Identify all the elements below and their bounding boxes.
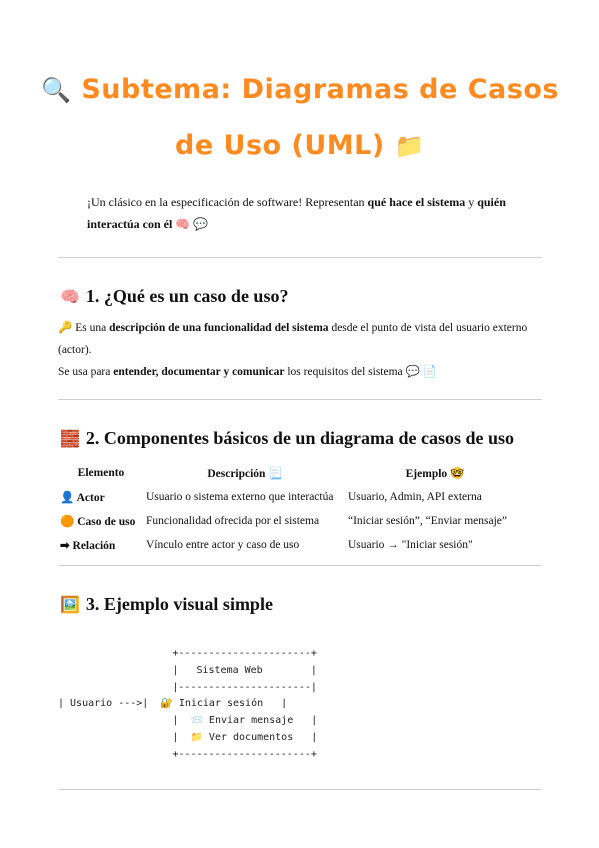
orange-circle-icon: 🟠	[60, 516, 75, 528]
cell-element	[58, 533, 144, 557]
divider	[58, 257, 542, 258]
intro-bold-1: qué hace el sistema	[367, 195, 466, 209]
cell-example: “Iniciar sesión”, “Enviar mensaje”	[348, 515, 508, 527]
cell-description: Usuario o sistema externo que interactúa	[146, 491, 334, 503]
page-title	[40, 62, 560, 174]
section-1-title: 1. ¿Qué es un caso de uso?	[85, 286, 289, 306]
divider	[58, 565, 542, 566]
s1-text-a: Es una	[72, 322, 110, 334]
s1-text-d: los requisitos del sistema	[284, 366, 403, 378]
section-1-heading	[60, 284, 288, 310]
s1-bold-b: entender, documentar y comunicar	[113, 366, 285, 378]
picture-icon: 🖼️	[60, 597, 80, 614]
section-1-body	[58, 317, 538, 383]
element-name: Actor	[76, 492, 105, 504]
table-header-row	[58, 461, 524, 485]
s1-emojis: 💬 📄	[405, 366, 438, 378]
intro-bold-2: quién interactúa con él	[87, 195, 506, 231]
components-table	[58, 461, 524, 557]
table-row	[58, 485, 524, 509]
s1-bold-a: descripción de una funcionalidad del sistema	[109, 322, 329, 334]
intro-emojis: 🧠 💬	[175, 217, 209, 231]
section-2-title: 2. Componentes básicos de un diagrama de casos de uso	[85, 428, 514, 448]
table-row	[58, 533, 524, 557]
page-title-text: Subtema: Diagramas de Casos de Uso (UML)	[81, 74, 559, 161]
section-3-title: 3. Ejemplo visual simple	[85, 594, 273, 614]
arrow-right-icon: ➡	[60, 540, 70, 552]
divider	[58, 789, 542, 790]
intro-text-1: ¡Un clásico en la especificación de software! Representan	[87, 195, 368, 209]
header-element: Elemento	[77, 467, 125, 479]
cell-example: Usuario → "Iniciar sesión"	[348, 539, 473, 551]
divider	[58, 399, 542, 400]
element-name: Caso de uso	[77, 516, 136, 528]
cell-element	[58, 509, 144, 533]
person-icon: 👤	[60, 492, 75, 504]
header-description: Descripción 📃	[207, 468, 283, 480]
ascii-diagram: +----------------------+ | Sistema Web | |----------------------| | Usuario --->| 🔐 Iniciar sesión | | 📨 Enviar mensaje | | 📁 Ver documentos | +----------------------+	[58, 648, 318, 760]
intro-paragraph	[87, 191, 537, 235]
brain-icon: 🧠	[60, 289, 80, 306]
bricks-icon: 🧱	[60, 431, 80, 448]
section-2-heading	[60, 426, 514, 452]
header-example: Ejemplo 🤓	[405, 468, 465, 480]
magnifier-icon: 🔍	[41, 76, 72, 104]
s1-text-b: desde el punto de vista del usuario externo (actor).	[58, 322, 528, 356]
intro-text-2: y	[465, 195, 478, 209]
s1-text-c: Se usa para	[58, 366, 114, 378]
cell-element	[58, 485, 144, 509]
element-name: Relación	[72, 540, 116, 552]
cell-example: Usuario, Admin, API externa	[348, 491, 482, 503]
table-row	[58, 509, 524, 533]
key-icon: 🔑	[58, 322, 73, 334]
cell-description: Funcionalidad ofrecida por el sistema	[146, 515, 320, 527]
cell-description: Vínculo entre actor y caso de uso	[146, 539, 300, 551]
section-3-heading	[60, 592, 273, 618]
folder-icon: 📁	[394, 132, 425, 160]
